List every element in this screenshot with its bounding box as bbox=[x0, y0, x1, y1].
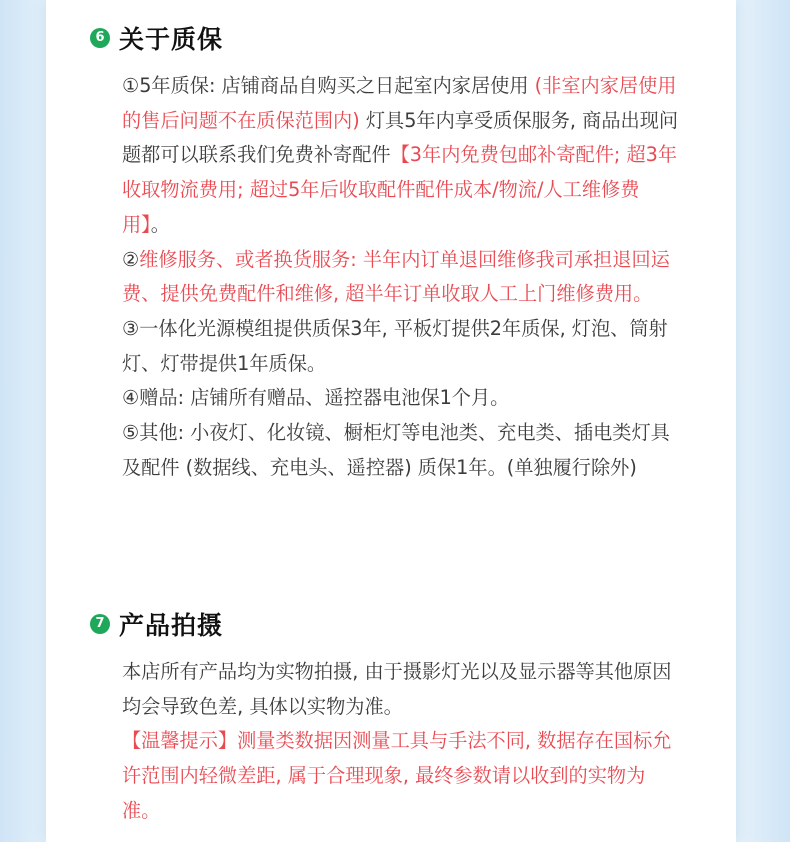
section6-paragraph bbox=[122, 416, 682, 485]
body-text: ⑤其他: 小夜灯、化妆镜、橱柜灯等电池类、充电类、插电类灯具及配件 (数据线、充电头、遥控器) 质保1年。(单独履行除外) bbox=[122, 421, 670, 479]
section7-paragraph bbox=[122, 655, 682, 724]
section-6-title: 关于质保 bbox=[119, 25, 224, 54]
body-text: ② bbox=[122, 247, 140, 271]
section6-paragraph bbox=[122, 381, 682, 416]
section-6-body bbox=[122, 69, 682, 485]
highlight-text: 【3年内免费包邮补寄配件; 超3年收取物流费用; 超过5年后收取配件配件成本/物流/人工维修费用】 bbox=[122, 143, 678, 236]
highlight-text: (非室内家居使用的售后问题不在质保范围内) bbox=[122, 74, 677, 132]
body-text: ①5年质保: 店铺商品自购买之日起室内家居使用 bbox=[122, 74, 535, 97]
section-7-body bbox=[122, 655, 682, 829]
body-text: 本店所有产品均为实物拍摄, 由于摄影灯光以及显示器等其他原因均会导致色差, 具体以实物为准。 bbox=[122, 660, 672, 718]
section-7-title: 产品拍摄 bbox=[119, 611, 224, 640]
section7-paragraph bbox=[122, 724, 682, 828]
highlight-text: 维修服务、或者换货服务: 半年内订单退回维修我司承担退回运费、提供免费配件和维修, 超半年订单收取人工上门维修费用。 bbox=[122, 247, 670, 306]
body-text: ③一体化光源模组提供质保3年, 平板灯提供2年质保, 灯泡、筒射灯、灯带提供1年质保。 bbox=[122, 316, 668, 375]
section6-paragraph bbox=[122, 243, 682, 312]
section6-paragraph bbox=[122, 69, 682, 243]
body-text: ④赠品: 店铺所有赠品、遥控器电池保1个月。 bbox=[122, 386, 510, 410]
highlight-text: 【温馨提示】测量类数据因测量工具与手法不同, 数据存在国标允许范围内轻微差距, 属于合理现象, 最终参数请以收到的实物为准。 bbox=[122, 729, 672, 822]
section-6-heading bbox=[90, 18, 223, 58]
content-card bbox=[46, 0, 736, 842]
section-7-number-badge: 7 bbox=[90, 614, 110, 634]
section-6-number-badge: 6 bbox=[90, 28, 110, 48]
body-text: 灯具5年内享受质保服务, 商品出现问题都可以联系我们免费补寄配件 bbox=[122, 108, 679, 167]
section-7-heading bbox=[90, 604, 223, 644]
body-text: 。 bbox=[150, 212, 170, 236]
section6-paragraph bbox=[122, 312, 682, 381]
